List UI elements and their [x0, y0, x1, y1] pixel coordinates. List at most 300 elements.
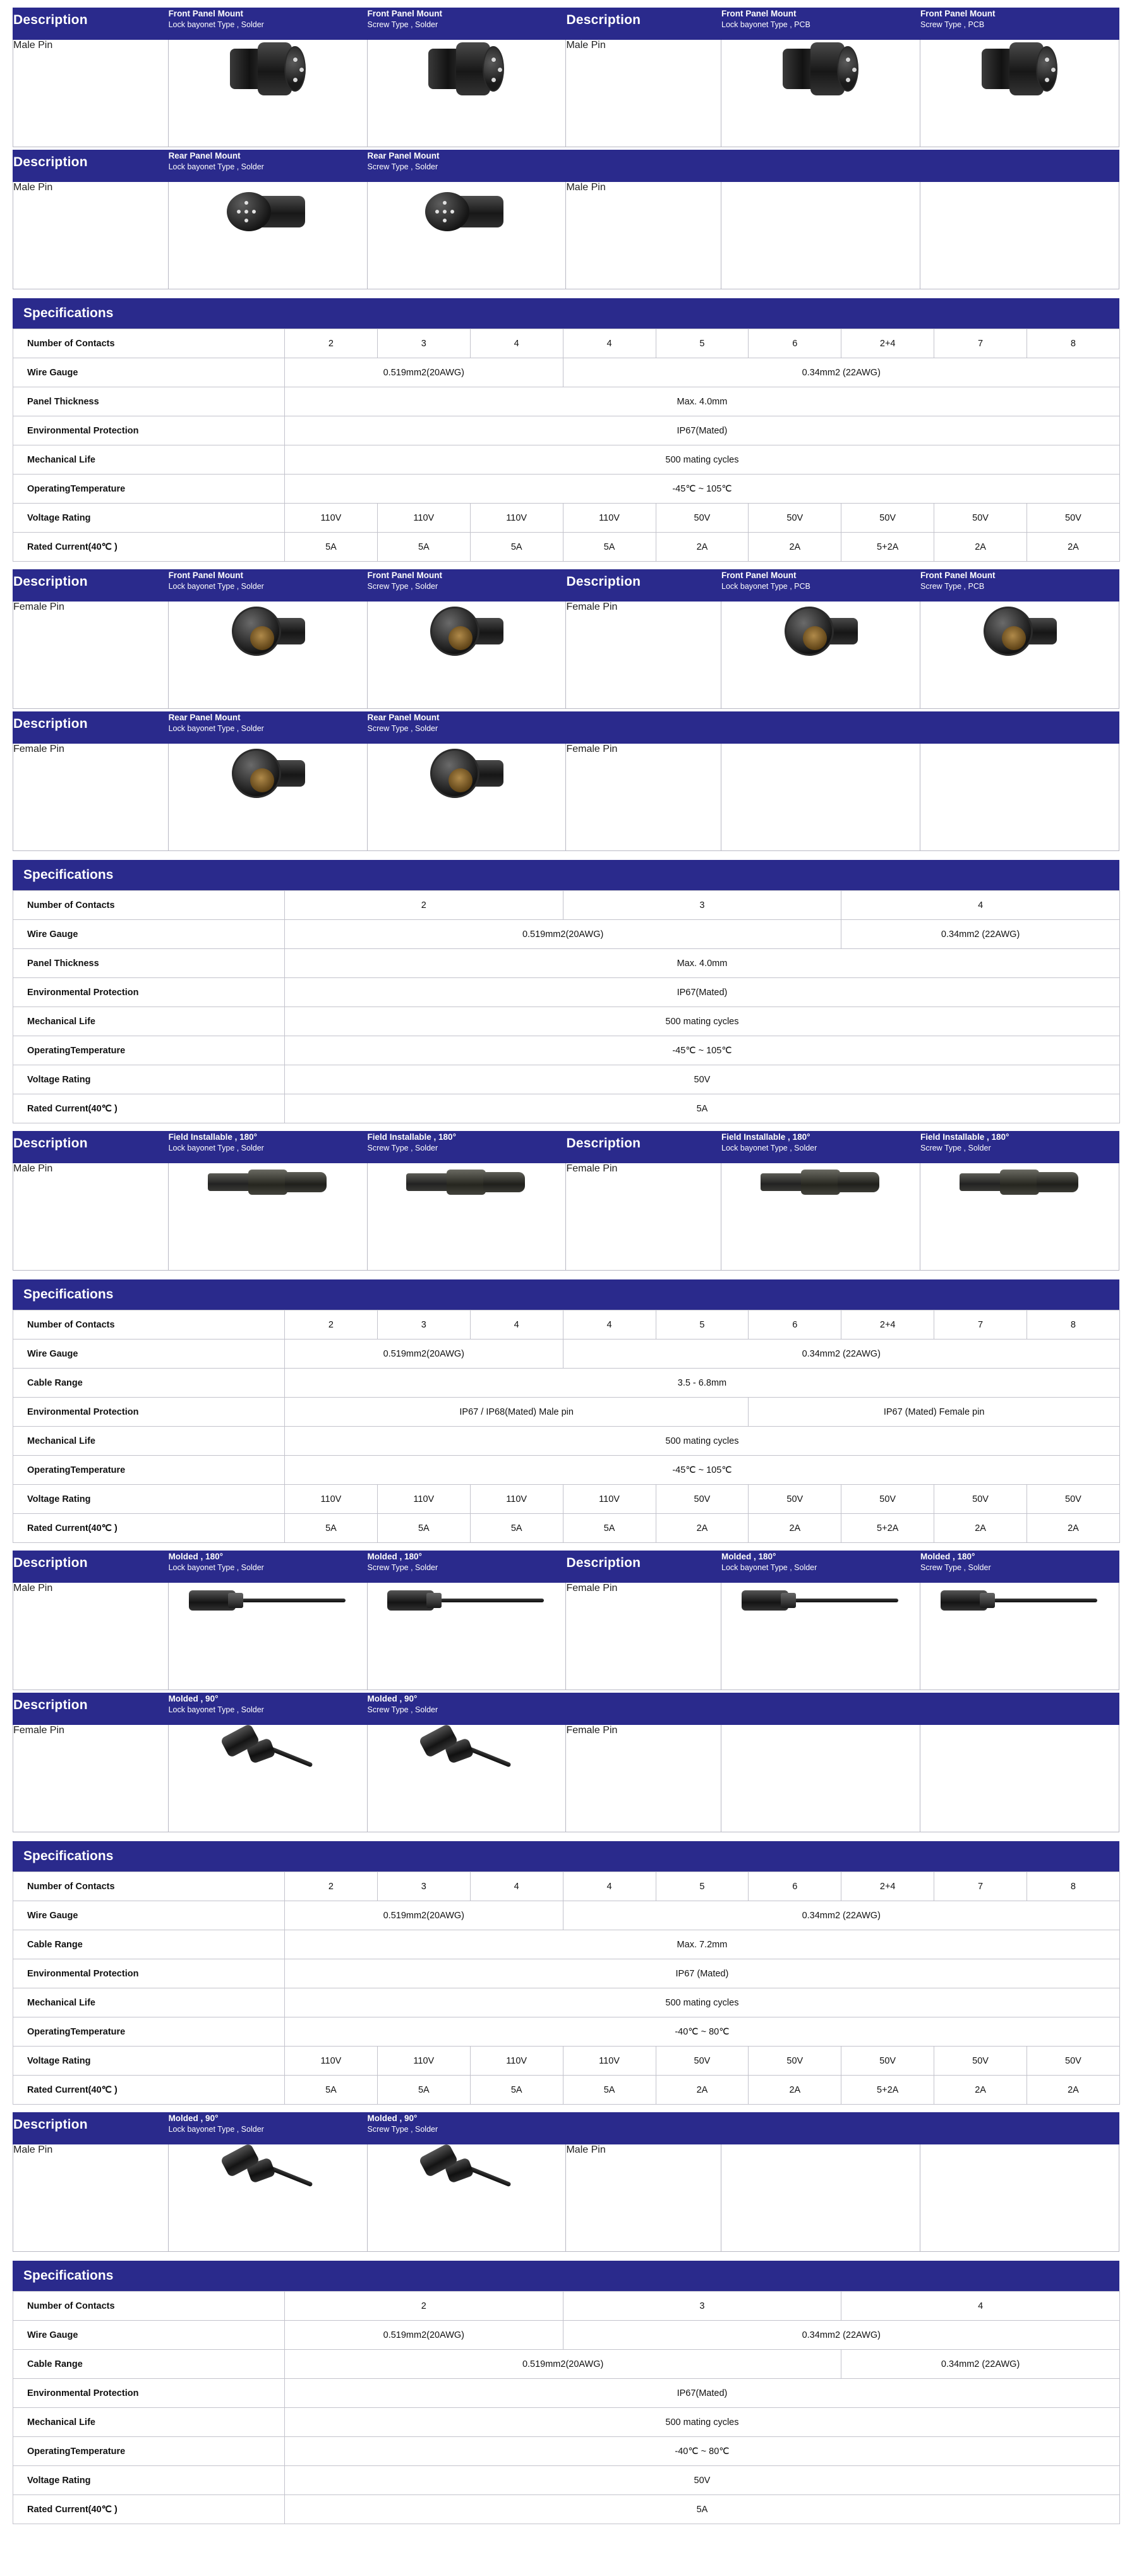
spec-value-cell: 0.519mm2(20AWG) — [285, 920, 841, 949]
description-label: Description — [13, 1136, 88, 1151]
spec-value-cell: 2+4 — [841, 1310, 934, 1339]
product-image-cell — [367, 602, 566, 709]
spec-value-cell: 5A — [285, 1094, 1120, 1123]
product-image-cell — [920, 1725, 1119, 1832]
description-image-row — [13, 1163, 1119, 1271]
pin-type-cell: Male Pin — [566, 40, 721, 147]
product-image-cell — [367, 1725, 566, 1832]
spec-row — [13, 2466, 1120, 2495]
specifications-title: Specifications — [13, 298, 1119, 329]
product-header-cell — [168, 2113, 367, 2144]
product-type-label: Molded , 180° Lock bayonet Type , Solder — [168, 1552, 264, 1573]
spec-row — [13, 1901, 1120, 1930]
spec-value-cell: 2 — [285, 1310, 378, 1339]
spec-row-label: Mechanical Life — [13, 1427, 285, 1456]
spec-row-label: Wire Gauge — [13, 2321, 285, 2350]
spec-value-cell: 5 — [656, 329, 749, 358]
description-block — [13, 1551, 1119, 1690]
description-header-cell — [13, 1551, 169, 1583]
spec-value-cell: -45℃ ~ 105℃ — [285, 1036, 1120, 1065]
spec-row — [13, 978, 1120, 1007]
spec-value-cell: 50V — [1027, 1485, 1120, 1514]
section-spacer — [13, 2105, 1119, 2112]
description-header-row — [13, 1551, 1119, 1583]
product-image-cell — [367, 1583, 566, 1690]
spec-value-cell: 8 — [1027, 1872, 1120, 1901]
spec-row-label: Rated Current(40℃ ) — [13, 1094, 285, 1123]
product-header-cell — [721, 712, 920, 744]
spec-value-cell: 500 mating cycles — [285, 1427, 1120, 1456]
spec-row-label: Mechanical Life — [13, 1007, 285, 1036]
connector-image-field-installable — [960, 1163, 1080, 1201]
spec-row — [13, 358, 1120, 387]
spec-value-cell: 0.34mm2 (22AWG) — [841, 2350, 1120, 2379]
product-header-cell — [920, 1693, 1119, 1725]
product-header-cell — [721, 570, 920, 602]
spec-value-cell: 0.34mm2 (22AWG) — [841, 920, 1120, 949]
spec-value-cell: 500 mating cycles — [285, 2408, 1120, 2437]
spec-value-cell: 110V — [470, 504, 563, 533]
product-image-cell — [168, 1163, 367, 1271]
pin-type-cell: Female Pin — [13, 602, 169, 709]
spec-value-cell: 50V — [934, 504, 1027, 533]
description-header-cell — [566, 570, 721, 602]
pin-type-cell: Female Pin — [566, 1725, 721, 1832]
spec-value-cell: Max. 7.2mm — [285, 1930, 1120, 1959]
connector-image-front-panel — [230, 40, 306, 98]
spec-value-cell: 2A — [656, 533, 749, 562]
spec-row-label: OperatingTemperature — [13, 2437, 285, 2466]
product-image-cell — [168, 2144, 367, 2252]
description-header-cell — [13, 150, 169, 182]
spec-value-cell: 2A — [1027, 1514, 1120, 1543]
product-header-cell — [367, 2113, 566, 2144]
description-header-row — [13, 1693, 1119, 1725]
spec-row-label: Rated Current(40℃ ) — [13, 533, 285, 562]
pin-type-cell: Male Pin — [566, 2144, 721, 2252]
product-header-cell — [721, 2113, 920, 2144]
spec-value-cell: 3 — [377, 1872, 470, 1901]
product-image-cell — [920, 1163, 1119, 1271]
product-type-label: Molded , 180° Screw Type , Solder — [367, 1552, 438, 1573]
specifications-title: Specifications — [13, 860, 1119, 890]
description-image-row — [13, 744, 1119, 851]
description-header-cell — [13, 8, 169, 40]
spec-value-cell: 5+2A — [841, 1514, 934, 1543]
product-type-label: Front Panel Mount Lock bayonet Type , PCB — [721, 9, 810, 30]
spec-value-cell: 50V — [1027, 2047, 1120, 2076]
spec-value-cell: 2A — [749, 1514, 841, 1543]
section-spacer — [13, 1123, 1119, 1131]
spec-value-cell: 7 — [934, 1872, 1027, 1901]
connector-image-field-installable — [406, 1163, 526, 1201]
spec-value-cell: Max. 4.0mm — [285, 949, 1120, 978]
description-header-cell — [566, 1693, 721, 1725]
spec-value-cell: 5A — [563, 1514, 656, 1543]
spec-row — [13, 387, 1120, 416]
product-type-label: Front Panel Mount Lock bayonet Type , PCB — [721, 571, 810, 591]
description-header-row — [13, 150, 1119, 182]
spec-value-cell: 110V — [470, 2047, 563, 2076]
spec-value-cell: 110V — [285, 1485, 378, 1514]
product-image-cell — [367, 744, 566, 851]
product-header-cell — [367, 1132, 566, 1163]
product-header-cell — [367, 1693, 566, 1725]
spec-value-cell: IP67 / IP68(Mated) Male pin — [285, 1398, 749, 1427]
spec-row-label: Number of Contacts — [13, 1872, 285, 1901]
spec-value-cell: 50V — [934, 2047, 1027, 2076]
spec-row — [13, 1988, 1120, 2017]
spec-value-cell: Max. 4.0mm — [285, 387, 1120, 416]
spec-row-label: Voltage Rating — [13, 1485, 285, 1514]
spec-value-cell: 2A — [1027, 533, 1120, 562]
pin-type-cell: Male Pin — [13, 40, 169, 147]
connector-image-molded-90 — [220, 1725, 315, 1783]
pin-type-cell: Male Pin — [566, 182, 721, 289]
description-label: Description — [566, 1136, 641, 1151]
product-image-cell — [920, 182, 1119, 289]
spec-row — [13, 475, 1120, 504]
spec-value-cell: -40℃ ~ 80℃ — [285, 2437, 1120, 2466]
spec-value-cell: 4 — [470, 1310, 563, 1339]
spec-value-cell: 110V — [563, 504, 656, 533]
spec-row-label: OperatingTemperature — [13, 1036, 285, 1065]
product-section — [13, 1131, 1119, 1551]
description-block — [13, 569, 1119, 709]
connector-image-molded-90 — [419, 2144, 514, 2203]
spec-row — [13, 1094, 1120, 1123]
product-type-label: Front Panel Mount Lock bayonet Type , Solder — [168, 571, 264, 591]
spec-row — [13, 2047, 1120, 2076]
product-type-label: Field Installable , 180° Lock bayonet Type , Solder — [168, 1132, 264, 1153]
product-image-cell — [367, 2144, 566, 2252]
connector-image-female — [426, 744, 506, 803]
spec-row — [13, 1456, 1120, 1485]
spec-value-cell: 0.34mm2 (22AWG) — [563, 1901, 1119, 1930]
spec-value-cell: 4 — [563, 329, 656, 358]
spec-value-cell: 8 — [1027, 1310, 1120, 1339]
spec-row-label: OperatingTemperature — [13, 2017, 285, 2047]
spec-value-cell: 5 — [656, 1872, 749, 1901]
pin-type-cell: Female Pin — [13, 1725, 169, 1832]
spec-value-cell: 0.34mm2 (22AWG) — [563, 2321, 1119, 2350]
spec-value-cell: IP67(Mated) — [285, 416, 1120, 445]
spec-row-label: Voltage Rating — [13, 2466, 285, 2495]
spec-value-cell: 5A — [470, 2076, 563, 2105]
spec-row-label: Environmental Protection — [13, 1398, 285, 1427]
spec-row-label: Mechanical Life — [13, 445, 285, 475]
spec-value-cell: -45℃ ~ 105℃ — [285, 475, 1120, 504]
product-section — [13, 1551, 1119, 2112]
product-section — [13, 569, 1119, 1131]
spec-value-cell: 5A — [470, 533, 563, 562]
connector-image-molded-180 — [941, 1583, 1099, 1618]
spec-value-cell: 5 — [656, 1310, 749, 1339]
product-image-cell — [721, 1583, 920, 1690]
spec-row — [13, 2076, 1120, 2105]
product-type-label: Molded , 180° Screw Type , Solder — [920, 1552, 991, 1573]
connector-image-rear-panel — [220, 182, 315, 243]
description-block — [13, 711, 1119, 851]
spec-value-cell: 0.34mm2 (22AWG) — [563, 358, 1119, 387]
spec-value-cell: 0.34mm2 (22AWG) — [563, 1339, 1119, 1369]
spec-row — [13, 416, 1120, 445]
spec-value-cell: 6 — [749, 1310, 841, 1339]
product-image-cell — [721, 602, 920, 709]
spec-value-cell: 50V — [656, 2047, 749, 2076]
spec-value-cell: 500 mating cycles — [285, 1007, 1120, 1036]
spec-row — [13, 445, 1120, 475]
spec-value-cell: -45℃ ~ 105℃ — [285, 1456, 1120, 1485]
product-header-cell — [920, 1551, 1119, 1583]
spec-row — [13, 949, 1120, 978]
pin-type-cell: Female Pin — [566, 1583, 721, 1690]
description-header-cell — [566, 2113, 721, 2144]
product-header-cell — [920, 2113, 1119, 2144]
spec-value-cell: IP67(Mated) — [285, 978, 1120, 1007]
spec-value-cell: 0.519mm2(20AWG) — [285, 2321, 563, 2350]
description-header-cell — [13, 570, 169, 602]
spec-value-cell: 5A — [470, 1514, 563, 1543]
product-image-cell — [920, 40, 1119, 147]
spec-row — [13, 1310, 1120, 1339]
description-header-cell — [566, 712, 721, 744]
description-block — [13, 2112, 1119, 2252]
connector-image-field-installable — [208, 1163, 328, 1201]
pin-type-cell: Male Pin — [13, 1163, 169, 1271]
product-type-label: Molded , 90° Lock bayonet Type , Solder — [168, 2113, 264, 2134]
description-label: Description — [13, 717, 88, 731]
spec-row-label: Environmental Protection — [13, 1959, 285, 1988]
product-header-cell — [721, 150, 920, 182]
product-header-cell — [920, 712, 1119, 744]
product-image-cell — [920, 602, 1119, 709]
product-header-cell — [721, 8, 920, 40]
specifications-table — [13, 1872, 1120, 2105]
spec-value-cell: 0.519mm2(20AWG) — [285, 1901, 563, 1930]
product-header-cell — [920, 1132, 1119, 1163]
spec-row-label: Rated Current(40℃ ) — [13, 2495, 285, 2524]
product-image-cell — [721, 1725, 920, 1832]
spec-row — [13, 920, 1120, 949]
description-image-row — [13, 1583, 1119, 1690]
spec-row-label: Wire Gauge — [13, 920, 285, 949]
connector-image-molded-90 — [419, 1725, 514, 1783]
spec-row-label: Environmental Protection — [13, 978, 285, 1007]
description-header-row — [13, 712, 1119, 744]
spec-row — [13, 891, 1120, 920]
spec-value-cell: 110V — [377, 504, 470, 533]
product-header-cell — [367, 712, 566, 744]
connector-image-front-panel — [783, 40, 858, 98]
description-label: Description — [566, 1556, 641, 1570]
spec-value-cell: 7 — [934, 329, 1027, 358]
spec-value-cell: IP67 (Mated) — [285, 1959, 1120, 1988]
spec-row-label: Voltage Rating — [13, 1065, 285, 1094]
product-image-cell — [920, 2144, 1119, 2252]
product-image-cell — [367, 1163, 566, 1271]
connector-image-female — [426, 602, 506, 661]
connector-image-female — [980, 602, 1059, 661]
product-image-cell — [721, 2144, 920, 2252]
description-label: Description — [13, 2117, 88, 2132]
spec-value-cell: 5A — [285, 1514, 378, 1543]
specifications-title: Specifications — [13, 2261, 1119, 2291]
spec-value-cell: 110V — [285, 2047, 378, 2076]
product-type-label: Rear Panel Mount Lock bayonet Type , Solder — [168, 713, 264, 734]
description-header-cell — [13, 712, 169, 744]
product-type-label: Molded , 90° Screw Type , Solder — [367, 2113, 438, 2134]
spec-row — [13, 2350, 1120, 2379]
connector-image-female — [781, 602, 860, 661]
spec-value-cell: 110V — [377, 1485, 470, 1514]
spec-row-label: OperatingTemperature — [13, 1456, 285, 1485]
spec-value-cell: 2+4 — [841, 329, 934, 358]
product-type-label: Rear Panel Mount Lock bayonet Type , Solder — [168, 151, 264, 172]
spec-value-cell: 50V — [656, 504, 749, 533]
product-header-cell — [367, 1551, 566, 1583]
spec-value-cell: 2A — [656, 2076, 749, 2105]
product-header-cell — [721, 1551, 920, 1583]
spec-row — [13, 1427, 1120, 1456]
description-block — [13, 8, 1119, 147]
spec-value-cell: 4 — [841, 891, 1120, 920]
spec-value-cell: 3 — [563, 891, 841, 920]
description-image-row — [13, 2144, 1119, 2252]
product-type-label: Molded , 180° Lock bayonet Type , Solder — [721, 1552, 817, 1573]
specifications-table — [13, 1310, 1120, 1543]
spec-row-label: Environmental Protection — [13, 2379, 285, 2408]
spec-value-cell: 5+2A — [841, 2076, 934, 2105]
spec-value-cell: 50V — [934, 1485, 1027, 1514]
spec-value-cell: 2A — [1027, 2076, 1120, 2105]
specifications-title: Specifications — [13, 1841, 1119, 1872]
spec-value-cell: 5A — [285, 2076, 378, 2105]
spec-value-cell: 3.5 - 6.8mm — [285, 1369, 1120, 1398]
description-header-row — [13, 8, 1119, 40]
spec-row-label: Voltage Rating — [13, 504, 285, 533]
product-header-cell — [920, 150, 1119, 182]
spec-value-cell: 5A — [285, 533, 378, 562]
spec-row-label: OperatingTemperature — [13, 475, 285, 504]
spec-value-cell: 50V — [749, 2047, 841, 2076]
pin-type-cell: Female Pin — [566, 602, 721, 709]
spec-row-label: Cable Range — [13, 1369, 285, 1398]
spec-value-cell: 0.519mm2(20AWG) — [285, 358, 563, 387]
section-spacer — [13, 1543, 1119, 1551]
spec-value-cell: 6 — [749, 1872, 841, 1901]
spec-row — [13, 2437, 1120, 2466]
description-label: Description — [13, 1698, 88, 1712]
section-spacer — [13, 2524, 1119, 2532]
description-block — [13, 150, 1119, 289]
spec-value-cell: 2+4 — [841, 1872, 934, 1901]
product-header-cell — [920, 8, 1119, 40]
spec-row-label: Mechanical Life — [13, 2408, 285, 2437]
spec-row-label: Cable Range — [13, 1930, 285, 1959]
product-type-label: Front Panel Mount Screw Type , Solder — [367, 9, 443, 30]
spec-value-cell: 50V — [285, 2466, 1120, 2495]
product-header-cell — [920, 570, 1119, 602]
pin-type-cell: Female Pin — [13, 744, 169, 851]
spec-value-cell: 50V — [749, 504, 841, 533]
spec-value-cell: 4 — [563, 1872, 656, 1901]
description-label: Description — [566, 13, 641, 27]
description-image-row — [13, 40, 1119, 147]
product-header-cell — [168, 1132, 367, 1163]
pin-type-cell: Female Pin — [566, 744, 721, 851]
spec-value-cell: 50V — [1027, 504, 1120, 533]
spec-row-label: Number of Contacts — [13, 891, 285, 920]
spec-value-cell: 110V — [470, 1485, 563, 1514]
product-header-cell — [168, 150, 367, 182]
product-type-label: Molded , 90° Screw Type , Solder — [367, 1694, 438, 1715]
product-type-label: Front Panel Mount Screw Type , Solder — [367, 571, 443, 591]
spec-value-cell: 2A — [934, 1514, 1027, 1543]
description-label: Description — [13, 13, 88, 27]
product-header-cell — [367, 8, 566, 40]
spec-value-cell: 5A — [377, 2076, 470, 2105]
spec-value-cell: 2A — [749, 2076, 841, 2105]
spec-row-label: Wire Gauge — [13, 1339, 285, 1369]
spec-row — [13, 1007, 1120, 1036]
product-image-cell — [721, 744, 920, 851]
product-image-cell — [920, 1583, 1119, 1690]
spec-row-label: Voltage Rating — [13, 2047, 285, 2076]
spec-row — [13, 1514, 1120, 1543]
spec-value-cell: IP67(Mated) — [285, 2379, 1120, 2408]
product-type-label: Field Installable , 180° Lock bayonet Type , Solder — [721, 1132, 817, 1153]
spec-row — [13, 2017, 1120, 2047]
product-image-cell — [721, 182, 920, 289]
description-header-cell — [566, 1132, 721, 1163]
product-image-cell — [721, 1163, 920, 1271]
spec-value-cell: 5A — [563, 533, 656, 562]
pin-type-cell: Female Pin — [566, 1163, 721, 1271]
product-image-cell — [168, 182, 367, 289]
spec-row — [13, 1065, 1120, 1094]
product-header-cell — [721, 1693, 920, 1725]
product-image-cell — [168, 40, 367, 147]
spec-row-label: Panel Thickness — [13, 387, 285, 416]
section-spacer — [13, 562, 1119, 569]
product-header-cell — [168, 1693, 367, 1725]
spec-row-label: Number of Contacts — [13, 2292, 285, 2321]
connector-image-female — [228, 744, 308, 803]
spec-value-cell: 5A — [377, 1514, 470, 1543]
description-header-cell — [13, 1693, 169, 1725]
spec-value-cell: 2A — [656, 1514, 749, 1543]
spec-row — [13, 1369, 1120, 1398]
specifications-title: Specifications — [13, 1279, 1119, 1310]
spec-row — [13, 2321, 1120, 2350]
description-label: Description — [566, 574, 641, 589]
product-image-cell — [168, 1583, 367, 1690]
spec-row-label: Panel Thickness — [13, 949, 285, 978]
spec-value-cell: -40℃ ~ 80℃ — [285, 2017, 1120, 2047]
product-section — [13, 2112, 1119, 2532]
product-header-cell — [168, 1551, 367, 1583]
catalog-page — [13, 8, 1119, 2532]
product-image-cell — [367, 182, 566, 289]
description-label: Description — [13, 155, 88, 169]
spec-row-label: Number of Contacts — [13, 1310, 285, 1339]
product-type-label: Field Installable , 180° Screw Type , Solder — [367, 1132, 456, 1153]
spec-value-cell: 3 — [377, 329, 470, 358]
product-image-cell — [721, 40, 920, 147]
product-section — [13, 8, 1119, 569]
spec-value-cell: 5A — [377, 533, 470, 562]
